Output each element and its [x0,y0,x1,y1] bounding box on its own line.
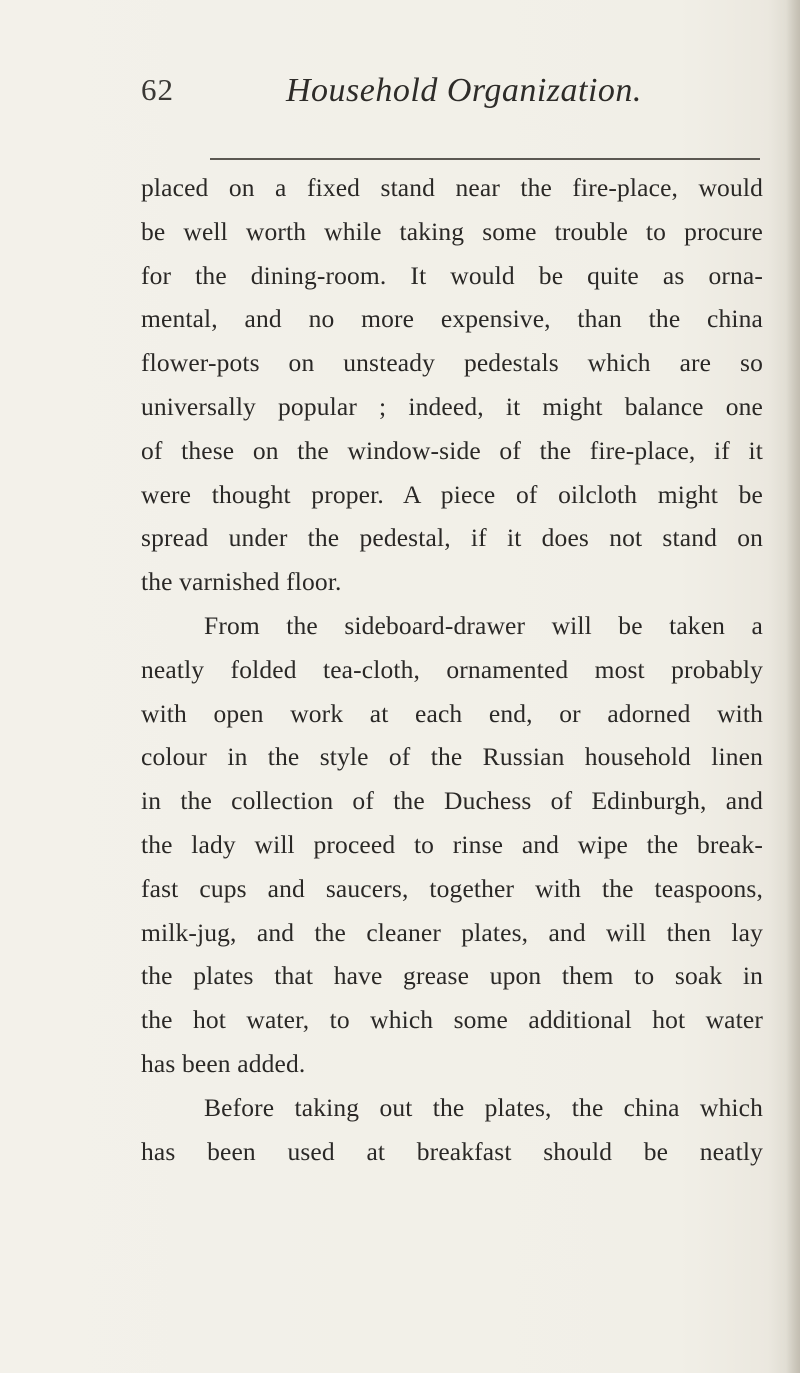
body-text [141,166,763,1173]
text-line: placed on a fixed stand near the fire-place, would [141,173,763,202]
running-title: Household Organization. [286,72,642,109]
header-rule [210,158,760,160]
text-line: the lady will proceed to rinse and wipe the break- [141,829,763,859]
text-line: colour in the style of the Russian household linen [141,742,763,772]
page-header [141,72,761,132]
text-line: be well worth while taking some trouble to procure [141,216,763,246]
text-line: with open work at each end, or adorned with [141,698,763,728]
text-line: the varnished floor. [141,567,342,597]
text-line: the plates that have grease upon them to soak in [141,961,763,991]
text-line: From the sideboard-drawer will be taken a [204,610,763,640]
text-line: neatly folded tea-cloth, ornamented most probably [141,654,763,684]
text-line: universally popular ; indeed, it might balance one [141,391,763,421]
text-line: Before taking out the plates, the china which [204,1092,763,1122]
text-line: mental, and no more expensive, than the china [141,304,763,334]
text-line: has been used at breakfast should be neatly [141,1136,763,1166]
text-line: spread under the pedestal, if it does not stand on [141,523,763,553]
text-line: has been added. [141,1048,306,1078]
text-line: the hot water, to which some additional hot water [141,1005,763,1035]
text-line: of these on the window-side of the fire-place, if it [141,435,763,465]
text-line: were thought proper. A piece of oilcloth might be [141,479,763,509]
text-line: milk-jug, and the cleaner plates, and will then lay [141,917,763,947]
page-edge-shadow [786,0,800,1373]
text-line: flower-pots on unsteady pedestals which are so [141,348,763,378]
page-number: 62 [141,72,174,107]
text-line: fast cups and saucers, together with the teaspoons, [141,873,763,903]
text-line: for the dining-room. It would be quite as orna- [141,260,763,290]
text-line: in the collection of the Duchess of Edinburgh, and [141,786,763,816]
